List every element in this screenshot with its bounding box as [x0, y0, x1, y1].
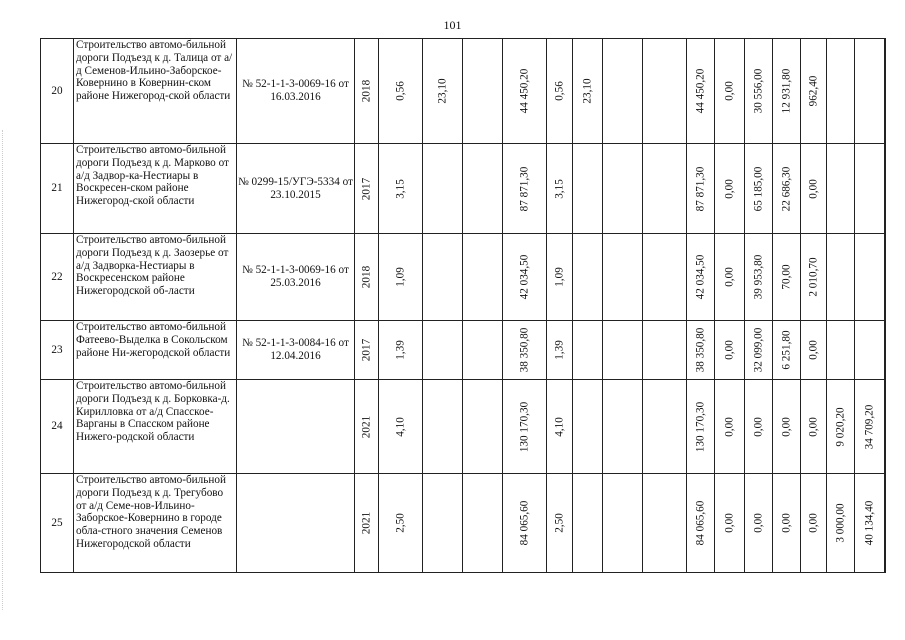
table-row: [41, 380, 886, 474]
cell-value: 0,00: [807, 178, 820, 199]
value-cell: [355, 474, 379, 573]
value-cell: [547, 321, 573, 380]
value-cell: [423, 39, 463, 144]
cell-value: 2017: [360, 338, 373, 362]
table-row: [41, 474, 886, 573]
value-cell: [855, 321, 885, 380]
value-cell: [773, 39, 801, 144]
value-cell: [855, 39, 885, 144]
value-cell: [687, 234, 715, 321]
value-cell: [801, 474, 827, 573]
value-cell: [603, 380, 643, 474]
value-cell: [355, 234, 379, 321]
cell-value: 44 450,20: [694, 68, 707, 114]
value-cell: [687, 321, 715, 380]
value-cell: [355, 39, 379, 144]
value-cell: [745, 474, 773, 573]
cell-value: 0,00: [807, 340, 820, 360]
row-number: 24: [41, 380, 74, 474]
value-cell: [885, 144, 886, 234]
cell-value: 6 251,80: [780, 330, 793, 370]
row-number: 25: [41, 474, 74, 573]
value-cell: [547, 380, 573, 474]
cell-value: 0,00: [723, 267, 736, 287]
value-cell: [801, 39, 827, 144]
value-cell: [715, 474, 745, 573]
cell-value: 1,09: [553, 267, 566, 287]
cell-value: 87 871,30: [518, 166, 531, 211]
value-cell: [855, 474, 885, 573]
value-cell: [603, 321, 643, 380]
value-cell: [603, 39, 643, 144]
value-cell: [855, 144, 885, 234]
object-name: Строительство автомо-бильной дороги Подъезд к д. Борковка-д. Кирилловка от а/д Спасское-Варганы в Спасском районе Нижего-родской области: [74, 380, 237, 474]
cell-value: 2021: [360, 415, 373, 438]
value-cell: [573, 144, 603, 234]
expertise-document: [237, 474, 355, 573]
value-cell: [885, 321, 886, 380]
cell-value: 0,00: [723, 340, 736, 360]
cell-value: 2017: [360, 177, 373, 200]
cell-value: 39 953,80: [752, 254, 765, 300]
value-cell: [423, 321, 463, 380]
value-cell: [423, 474, 463, 573]
cell-value: 130 170,30: [694, 401, 707, 452]
expertise-document: № 52-1-1-3-0069-16 от 16.03.2016: [237, 39, 355, 144]
value-cell: [573, 234, 603, 321]
value-cell: [885, 474, 886, 573]
cell-value: 1,09: [394, 267, 407, 287]
object-name: Строительство автомо-бильной дороги Подъезд к д. Марково от а/д Задвор-ка-Нестиары в Воскресен-ском районе Нижегород-ской области: [74, 144, 237, 234]
row-number: 20: [41, 39, 74, 144]
cell-value: 130 170,30: [518, 401, 531, 452]
cell-value: 32 099,00: [752, 327, 765, 373]
value-cell: [827, 144, 855, 234]
value-cell: [423, 144, 463, 234]
value-cell: [573, 380, 603, 474]
value-cell: [827, 39, 855, 144]
object-name: Строительство автомо-бильной дороги Подъезд к д. Талица от а/д Семенов-Ильино-Заборское-Ковернино в Ковернин-ском районе Нижегород-ской области: [74, 39, 237, 144]
cell-value: 1,39: [394, 340, 407, 360]
value-cell: [573, 39, 603, 144]
cell-value: 3,15: [553, 178, 566, 199]
cell-value: 3 000,00: [834, 503, 847, 543]
value-cell: [745, 234, 773, 321]
value-cell: [547, 39, 573, 144]
cell-value: 0,00: [752, 416, 765, 437]
cell-value: 12 931,80: [780, 68, 793, 114]
value-cell: [573, 474, 603, 573]
cell-value: 4,10: [394, 416, 407, 437]
value-cell: [463, 39, 503, 144]
cell-value: 0,00: [723, 513, 736, 533]
value-cell: [687, 474, 715, 573]
cell-value: 40 134,40: [863, 500, 876, 546]
value-cell: [885, 39, 886, 144]
value-cell: [379, 380, 423, 474]
object-name: Строительство автомо-бильной Фатеево-Выделка в Сокольском районе Ни-жегородской области: [74, 321, 237, 380]
expertise-document: № 52-1-1-3-0084-16 от 12.04.2016: [237, 321, 355, 380]
value-cell: [687, 144, 715, 234]
value-cell: [547, 474, 573, 573]
value-cell: [855, 380, 885, 474]
cell-value: 2 010,70: [807, 257, 820, 297]
value-cell: [745, 380, 773, 474]
value-cell: [503, 234, 547, 321]
row-number: 23: [41, 321, 74, 380]
scan-edge: [2, 130, 4, 610]
table-row: [41, 144, 886, 234]
value-cell: [355, 321, 379, 380]
value-cell: [885, 380, 886, 474]
value-cell: [379, 39, 423, 144]
expertise-document: [237, 380, 355, 474]
table-row: [41, 39, 886, 144]
value-cell: [801, 321, 827, 380]
value-cell: [503, 474, 547, 573]
cell-value: 0,00: [723, 178, 736, 199]
value-cell: [547, 234, 573, 321]
value-cell: [643, 321, 687, 380]
value-cell: [503, 144, 547, 234]
cell-value: 0,00: [723, 81, 736, 101]
cell-value: 2,50: [553, 513, 566, 533]
value-cell: [687, 380, 715, 474]
value-cell: [643, 234, 687, 321]
value-cell: [643, 474, 687, 573]
cell-value: 44 450,20: [518, 68, 531, 114]
value-cell: [423, 380, 463, 474]
cell-value: 30 556,00: [752, 68, 765, 114]
value-cell: [773, 234, 801, 321]
value-cell: [827, 380, 855, 474]
cell-value: 65 185,00: [752, 166, 765, 211]
cell-value: 87 871,30: [694, 166, 707, 211]
cell-value: 3,15: [394, 178, 407, 199]
cell-value: [885, 179, 886, 199]
value-cell: [603, 234, 643, 321]
value-cell: [715, 321, 745, 380]
value-cell: [715, 39, 745, 144]
object-name: Строительство автомо-бильной дороги Подъезд к д. Трегубово от а/д Семе-нов-Ильино-Заборское-Ковернино в городе обла-стного значения Семенов Нижегородской области: [74, 474, 237, 573]
cell-value: [885, 81, 886, 101]
object-name: Строительство автомо-бильной дороги Подъезд к д. Заозерье от а/д Задворка-Нестиары в Воскресенском районе Нижегородской об-ласти: [74, 234, 237, 321]
value-cell: [463, 234, 503, 321]
cell-value: 84 065,60: [694, 500, 707, 546]
value-cell: [715, 144, 745, 234]
row-number: 21: [41, 144, 74, 234]
cell-value: 9 020,20: [834, 406, 847, 447]
value-cell: [687, 39, 715, 144]
cell-value: 38 350,80: [694, 327, 707, 373]
row-number: 22: [41, 234, 74, 321]
data-table: [40, 38, 886, 573]
value-cell: [715, 234, 745, 321]
cell-value: 0,56: [553, 81, 566, 101]
value-cell: [463, 144, 503, 234]
value-cell: [503, 380, 547, 474]
cell-value: [885, 404, 886, 449]
value-cell: [463, 321, 503, 380]
cell-value: 0,00: [780, 513, 793, 533]
value-cell: [463, 380, 503, 474]
cell-value: 34 709,20: [863, 404, 876, 449]
cell-value: 2,50: [394, 513, 407, 533]
cell-value: 0,00: [807, 513, 820, 533]
value-cell: [885, 234, 886, 321]
cell-value: [885, 267, 886, 287]
value-cell: [827, 474, 855, 573]
cell-value: 42 034,50: [694, 254, 707, 300]
value-cell: [715, 380, 745, 474]
expertise-document: № 0299-15/УГЭ-5334 от 23.10.2015: [237, 144, 355, 234]
value-cell: [603, 474, 643, 573]
expertise-document: № 52-1-1-3-0069-16 от 25.03.2016: [237, 234, 355, 321]
table-row: [41, 234, 886, 321]
cell-value: 42 034,50: [518, 254, 531, 300]
value-cell: [773, 380, 801, 474]
value-cell: [573, 321, 603, 380]
cell-value: 22 686,30: [780, 166, 793, 211]
value-cell: [827, 234, 855, 321]
cell-value: 0,00: [780, 416, 793, 437]
value-cell: [503, 321, 547, 380]
cell-value: 0,00: [752, 513, 765, 533]
cell-value: 70,00: [780, 264, 793, 290]
cell-value: 84 065,60: [518, 500, 531, 546]
value-cell: [801, 380, 827, 474]
cell-value: 0,00: [807, 416, 820, 437]
cell-value: 23,10: [436, 78, 449, 104]
table-row: [41, 321, 886, 380]
value-cell: [827, 321, 855, 380]
value-cell: [643, 380, 687, 474]
value-cell: [643, 144, 687, 234]
value-cell: [801, 144, 827, 234]
value-cell: [379, 234, 423, 321]
value-cell: [379, 144, 423, 234]
cell-value: 2018: [360, 265, 373, 289]
value-cell: [801, 234, 827, 321]
value-cell: [745, 144, 773, 234]
value-cell: [355, 380, 379, 474]
cell-value: 38 350,80: [518, 327, 531, 373]
value-cell: [855, 234, 885, 321]
cell-value: 2018: [360, 79, 373, 103]
value-cell: [773, 321, 801, 380]
value-cell: [603, 144, 643, 234]
value-cell: [379, 321, 423, 380]
value-cell: [643, 39, 687, 144]
page-number: 101: [443, 18, 462, 32]
cell-value: 0,00: [723, 416, 736, 437]
value-cell: [773, 474, 801, 573]
cell-value: 2021: [360, 511, 373, 535]
cell-value: 1,39: [553, 340, 566, 360]
cell-value: 4,10: [553, 416, 566, 437]
cell-value: 23,10: [581, 78, 594, 104]
cell-value: 962,40: [807, 75, 820, 107]
value-cell: [745, 39, 773, 144]
value-cell: [355, 144, 379, 234]
value-cell: [379, 474, 423, 573]
value-cell: [547, 144, 573, 234]
cell-value: 0,56: [394, 81, 407, 101]
value-cell: [745, 321, 773, 380]
value-cell: [773, 144, 801, 234]
cell-value: [885, 340, 886, 360]
value-cell: [463, 474, 503, 573]
value-cell: [423, 234, 463, 321]
value-cell: [503, 39, 547, 144]
cell-value: [885, 501, 886, 546]
